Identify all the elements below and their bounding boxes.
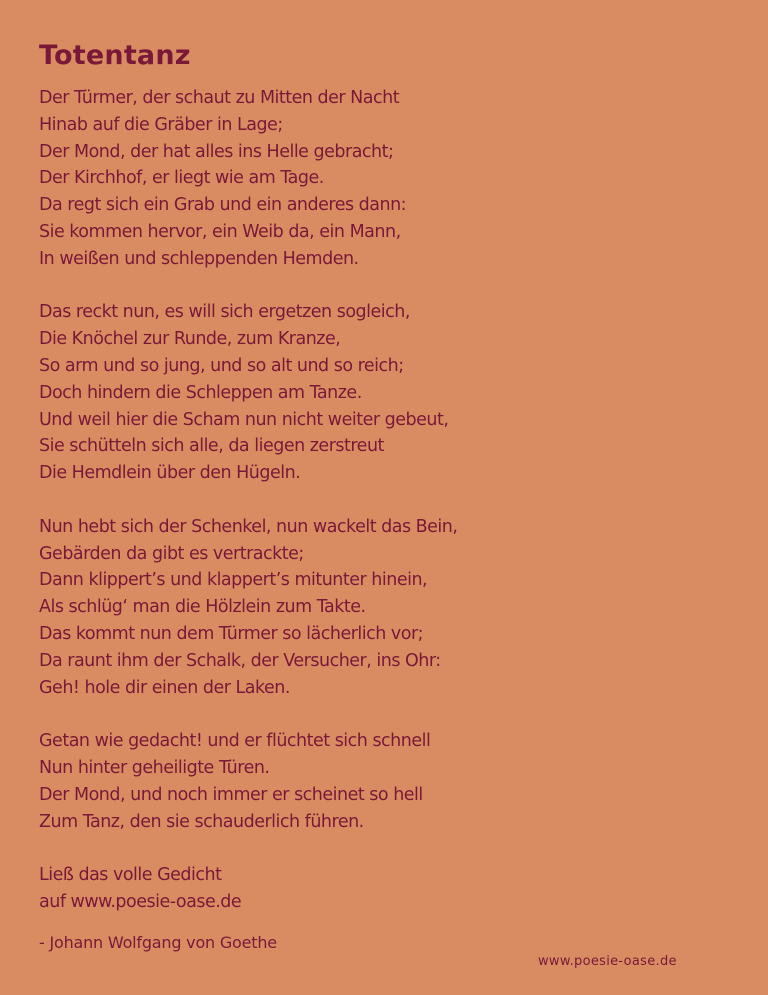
poem-line: Zum Tanz, den sie schauderlich führen.	[39, 811, 364, 832]
poem-author: - Johann Wolfgang von Goethe	[39, 933, 277, 952]
stanza	[39, 299, 457, 487]
poem-line: Als schlüg‘ man die Hölzlein zum Takte.	[39, 597, 366, 618]
poem-line: Die Hemdlein über den Hügeln.	[39, 463, 301, 484]
read-more-note	[39, 862, 457, 916]
poem-line: Gebärden da gibt es vertrackte;	[39, 543, 304, 564]
poem-line: Der Kirchhof, er liegt wie am Tage.	[39, 168, 324, 189]
poem-line: Geh! hole dir einen der Laken.	[39, 677, 290, 698]
poem-line: Doch hindern die Schleppen am Tanze.	[39, 382, 362, 403]
poem-line: Da raunt ihm der Schalk, der Versucher, ins Ohr:	[39, 650, 441, 671]
stanza	[39, 514, 457, 702]
poem-line: Und weil hier die Scham nun nicht weiter gebeut,	[39, 409, 449, 430]
poem-line: Die Knöchel zur Runde, zum Kranze,	[39, 329, 341, 350]
poem-line: Das reckt nun, es will sich ergetzen sogleich,	[39, 302, 410, 323]
stanza	[39, 85, 457, 273]
poem-line: Der Mond, und noch immer er scheinet so hell	[39, 784, 423, 805]
poem-line: Der Türmer, der schaut zu Mitten der Nacht	[39, 88, 400, 108]
poem-body	[39, 85, 457, 943]
poem-line: Da regt sich ein Grab und ein anderes dann:	[39, 195, 407, 216]
poem-line: Hinab auf die Gräber in Lage;	[39, 114, 283, 135]
poem-line: Sie schütteln sich alle, da liegen zerstreut	[39, 436, 384, 457]
poem-line: Sie kommen hervor, ein Weib da, ein Mann,	[39, 221, 401, 242]
poem-line: So arm und so jung, und so alt und so reich;	[39, 355, 404, 376]
footer-website: www.poesie-oase.de	[538, 954, 677, 969]
poem-line: In weißen und schleppenden Hemden.	[39, 248, 359, 269]
poem-line: Das kommt nun dem Türmer so lächerlich vor;	[39, 623, 424, 644]
poem-line: Getan wie gedacht! und er flüchtet sich schnell	[39, 731, 431, 752]
poem-line: Dann klippert’s und klappert’s mitunter hinein,	[39, 570, 428, 591]
poem-title: Totentanz	[39, 40, 191, 71]
poem-line: Ließ das volle Gedicht	[39, 865, 222, 886]
poem-line: Nun hebt sich der Schenkel, nun wackelt das Bein,	[39, 516, 458, 537]
source-link-text: auf www.poesie-oase.de	[39, 891, 242, 912]
poem-line: Nun hinter geheiligte Türen.	[39, 757, 270, 778]
stanza	[39, 728, 457, 835]
poem-line: Der Mond, der hat alles ins Helle gebracht;	[39, 141, 394, 162]
